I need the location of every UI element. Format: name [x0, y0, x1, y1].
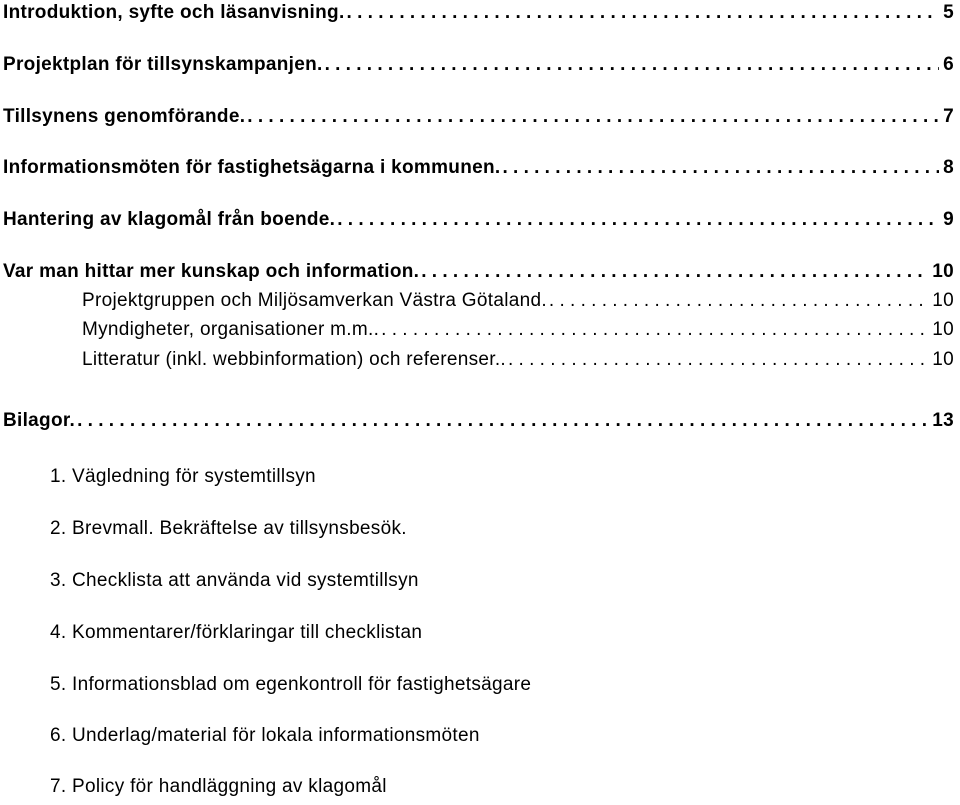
toc-subentry	[82, 290, 954, 316]
toc-entry	[3, 2, 954, 28]
appendix-item: 1. Vägledning för systemtillsyn	[50, 466, 316, 487]
dot-leader	[421, 261, 928, 283]
toc-entry	[3, 209, 954, 235]
toc-entry-title: Tillsynens genomförande.	[3, 106, 246, 127]
toc-subentry	[82, 319, 954, 345]
dot-leader	[549, 290, 928, 312]
toc-subentry-page: 10	[932, 349, 954, 370]
appendix-item: 3. Checklista att använda vid systemtillsyn	[50, 570, 419, 591]
dot-leader	[381, 319, 928, 341]
toc-subentry	[82, 349, 954, 375]
toc-subentry-title: Litteratur (inkl. webbinformation) och referenser..	[82, 349, 506, 370]
dot-leader	[337, 209, 939, 231]
toc-entry-title: Hantering av klagomål från boende.	[3, 209, 336, 230]
toc-entry-page: 8	[943, 157, 954, 178]
toc-entry-title: Var man hittar mer kunskap och information.	[3, 261, 420, 282]
toc-entry	[3, 157, 954, 183]
dot-leader	[247, 106, 939, 128]
toc-subentry-page: 10	[932, 290, 954, 311]
toc-subentry-title: Projektgruppen och Miljösamverkan Västra Götaland.	[82, 290, 547, 311]
dot-leader	[502, 157, 939, 179]
toc-entry-page: 5	[943, 2, 954, 23]
toc-subentry-page: 10	[932, 319, 954, 340]
toc-entry	[3, 261, 954, 287]
dot-leader	[325, 54, 940, 76]
toc-entry-page: 7	[943, 106, 954, 127]
toc-entry-page: 13	[932, 410, 954, 431]
toc-entry-page: 10	[932, 261, 954, 282]
dot-leader	[77, 410, 928, 432]
toc-entry-page: 6	[943, 54, 954, 75]
toc-entry-page: 9	[943, 209, 954, 230]
toc-subentry-title: Myndigheter, organisationer m.m..	[82, 319, 380, 340]
toc-entry	[3, 106, 954, 132]
toc-entry-title: Projektplan för tillsynskampanjen.	[3, 54, 323, 75]
dot-leader	[508, 349, 928, 371]
appendix-item: 6. Underlag/material för lokala informationsmöten	[50, 725, 480, 746]
toc-entry-title: Bilagor.	[3, 410, 76, 431]
appendix-item: 2. Brevmall. Bekräftelse av tillsynsbesök.	[50, 518, 407, 539]
appendix-item: 5. Informationsblad om egenkontroll för fastighetsägare	[50, 674, 532, 695]
toc-entry	[3, 54, 954, 80]
dot-leader	[347, 2, 940, 24]
toc-entry-bilagor	[3, 410, 954, 436]
toc-entry-title: Informationsmöten för fastighetsägarna i kommunen.	[3, 157, 501, 178]
appendix-item: 7. Policy för handläggning av klagomål	[50, 776, 387, 797]
appendix-item: 4. Kommentarer/förklaringar till checklistan	[50, 622, 423, 643]
toc-entry-title: Introduktion, syfte och läsanvisning.	[3, 2, 345, 23]
